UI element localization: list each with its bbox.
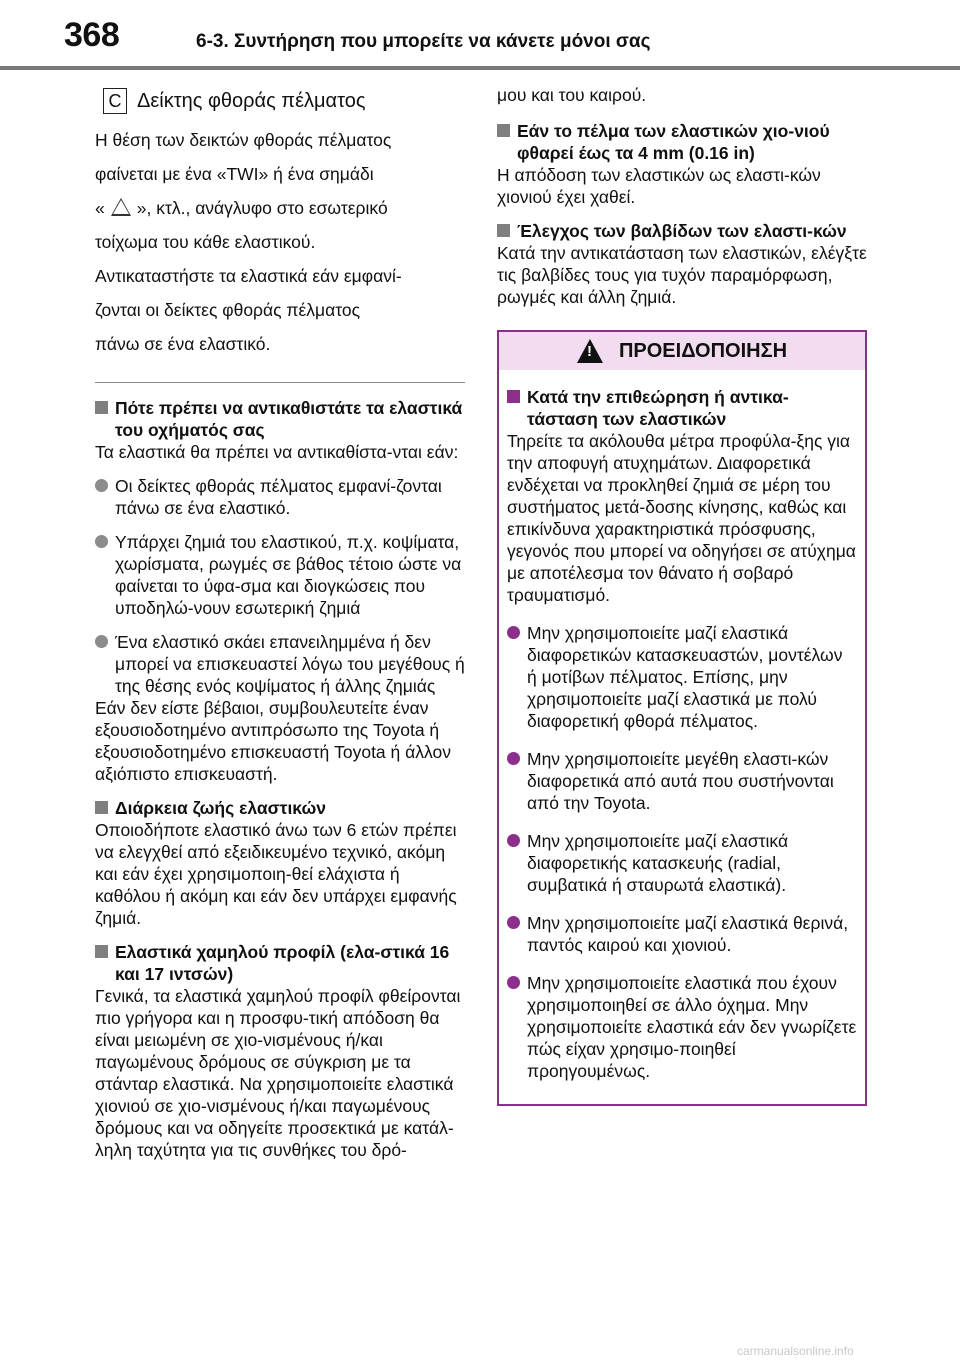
heading-text: Εάν το πέλμα των ελαστικών χιο-νιού φθαρεί έως τα 4 mm (0.16 in) (517, 121, 830, 163)
snow-heading (497, 120, 867, 164)
list-item-text: Υπάρχει ζημιά του ελαστικού, π.χ. κοψίματα, χωρίσματα, ρωγμές σε βάθος τέτοιο ώστε να φαίνεται το ύφα-σμα και διογκώσεις που υποδηλώ-νουν εσωτερική ζημιά (115, 532, 462, 618)
list-item (95, 631, 465, 697)
text-line: Αντικαταστήστε τα ελαστικά εάν εμφανί- (95, 266, 402, 286)
heading-text: Έλεγχος των βαλβίδων των ελαστι-κών (517, 221, 847, 241)
mark-open: « (95, 198, 105, 218)
section-c-body (95, 128, 465, 356)
replace-heading (95, 397, 465, 441)
lowprofile-heading (95, 941, 465, 985)
section-title: 6-3. Συντήρηση που μπορείτε να κάνετε μόνοι σας (196, 31, 651, 52)
list-item-text: Μην χρησιμοποιείτε μαζί ελαστικά θερινά, παντός καιρού και χιονιού. (527, 913, 849, 955)
lowprofile-text: Γενικά, τα ελαστικά χαμηλού προφίλ φθείρονται πιο γρήγορα και η προσφυ-τική απόδοση θα είναι μειωμένη σε χιο-νισμένους ή/και παγωμένους δρόμους σε σύγκριση με τα στάνταρ ελαστικά. Να χρησιμοποιείτε ελαστικά χιονιού σε χιο-νισμένους ή/και παγωμένους δρόμους και να οδηγείτε προσεκτικά με κατάλ-ληλη ταχύτητα για τις συνθήκες του δρό- (95, 986, 461, 1160)
list-item-text: Ένα ελαστικό σκάει επανειλημμένα ή δεν μπορεί να επισκευαστεί λόγω του μεγέθους ή της θέσης ενός κοψίματος ή άλλης ζημιάς (115, 632, 465, 696)
list-item (507, 972, 857, 1082)
heading-text: Διάρκεια ζωής ελαστικών (115, 798, 326, 818)
list-item-text: Μην χρησιμοποιείτε μαζί ελαστικά διαφορετικής κατασκευής (radial, συμβατικά ή σταυρωτά ελαστικά). (527, 831, 789, 895)
text-line: φαίνεται με ένα «TWI» ή ένα σημάδι (95, 164, 374, 184)
list-item (95, 475, 465, 519)
circle-bullet-icon (507, 976, 520, 989)
text-line: πάνω σε ένα ελαστικό. (95, 334, 271, 354)
list-item-text: Μην χρησιμοποιείτε μαζί ελαστικά διαφορετικών κατασκευαστών, μοντέλων ή μοτίβων πέλματος. Επίσης, μην χρησιμοποιείτε μαζί ελαστικά με πολύ διαφορετική φθορά πέλματος. (527, 623, 843, 731)
list-item (507, 912, 857, 956)
continued-text: μου και του καιρού. (497, 85, 647, 105)
replace-outro: Εάν δεν είστε βέβαιοι, συμβουλευτείτε έναν εξουσιοδοτημένο αντιπρόσωπο της Toyota ή εξουσιοδοτημένο επισκευαστή Toyota ή άλλον αξιόπιστο επισκευαστή. (95, 698, 451, 784)
header-rule (0, 66, 960, 70)
section-letter-box: C (103, 88, 127, 114)
list-item (507, 748, 857, 814)
section-c-heading (95, 86, 465, 116)
life-heading (95, 797, 465, 819)
warning-text: Τηρείτε τα ακόλουθα μέτρα προφύλα-ξης για την αποφυγή ατυχημάτων. Διαφορετικά ενδέχεται να προκληθεί ζημιά σε μέρη του συστήματος μετά-δοσης κίνησης, καθώς και επικίνδυνα χαρακτηριστικά πρόσφυσης, γεγονός που μπορεί να οδηγήσει σε ατύχημα με αποτέλεσμα τον θάνατο ή σοβαρό τραυματισμό. (507, 431, 856, 605)
snow-text: Η απόδοση των ελαστικών ως ελαστι-κών χιονιού έχει χαθεί. (497, 165, 821, 207)
square-bullet-icon (497, 124, 510, 137)
circle-bullet-icon (95, 635, 108, 648)
text-line: ζονται οι δείκτες φθοράς πέλματος (95, 300, 361, 320)
heading-text: Κατά την επιθεώρηση ή αντικα-τάσταση των ελαστικών (527, 387, 789, 429)
life-text: Οποιοδήποτε ελαστικό άνω των 6 ετών πρέπει να ελεγχθεί από εξειδικευμένο τεχνικό, ακόμη και εάν έχει χρησιμοποιη-θεί ελάχιστα ή καθόλου ή ακόμη και εάν δεν υπάρχει εμφανής ζημιά. (95, 820, 457, 928)
right-column (497, 84, 867, 1106)
left-column (95, 86, 465, 1161)
footer-watermark: carmanualsonline.info (737, 1344, 854, 1358)
circle-bullet-icon (507, 626, 520, 639)
circle-bullet-icon (507, 752, 520, 765)
circle-bullet-icon (507, 916, 520, 929)
list-item (95, 531, 465, 619)
square-bullet-icon (95, 401, 108, 414)
list-item-text: Μην χρησιμοποιείτε μεγέθη ελαστι-κών διαφορετικά από αυτά που συστήνονται από την Toyota. (527, 749, 834, 813)
section-c-title: Δείκτης φθοράς πέλματος (137, 90, 366, 112)
warning-header (499, 332, 865, 370)
warning-body (499, 370, 865, 1104)
list-item-text: Μην χρησιμοποιείτε ελαστικά που έχουν χρησιμοποιηθεί σε άλλο όχημα. Μην χρησιμοποιείτε ελαστικά εάν δεν γνωρίζετε πώς είχαν χρησιμο-ποιηθεί προηγουμένως. (527, 973, 857, 1081)
warning-heading (507, 386, 857, 430)
warning-icon (577, 339, 603, 363)
list-item (507, 830, 857, 896)
circle-bullet-icon (95, 535, 108, 548)
heading-text: Πότε πρέπει να αντικαθιστάτε τα ελαστικά του οχήματός σας (115, 398, 463, 440)
mark-rest: », κτλ., ανάγλυφο στο εσωτερικό (136, 198, 388, 218)
triangle-mark-icon (111, 198, 131, 216)
warning-box (497, 330, 867, 1106)
text-line: τοίχωμα του κάθε ελαστικού. (95, 232, 316, 252)
divider (95, 382, 465, 383)
page-number: 368 (64, 16, 120, 54)
square-bullet-icon (497, 224, 510, 237)
heading-text: Ελαστικά χαμηλού προφίλ (ελα-στικά 16 και 17 ιντσών) (115, 942, 450, 984)
square-bullet-icon (507, 390, 520, 403)
circle-bullet-icon (507, 834, 520, 847)
warning-title: ΠΡΟΕΙΔΟΠΟΙΗΣΗ (618, 340, 788, 362)
list-item (507, 622, 857, 732)
valves-heading (497, 220, 867, 242)
text-line: Η θέση των δεικτών φθοράς πέλματος (95, 130, 392, 150)
square-bullet-icon (95, 945, 108, 958)
circle-bullet-icon (95, 479, 108, 492)
square-bullet-icon (95, 801, 108, 814)
text-line-with-mark (95, 196, 465, 220)
valves-text: Κατά την αντικατάσταση των ελαστικών, ελέγξτε τις βαλβίδες τους για τυχόν παραμόρφωση, ρωγμές και άλλη ζημιά. (497, 243, 867, 307)
replace-intro: Τα ελαστικά θα πρέπει να αντικαθίστα-νται εάν: (95, 442, 459, 462)
list-item-text: Οι δείκτες φθοράς πέλματος εμφανί-ζονται πάνω σε ένα ελαστικό. (115, 476, 442, 518)
